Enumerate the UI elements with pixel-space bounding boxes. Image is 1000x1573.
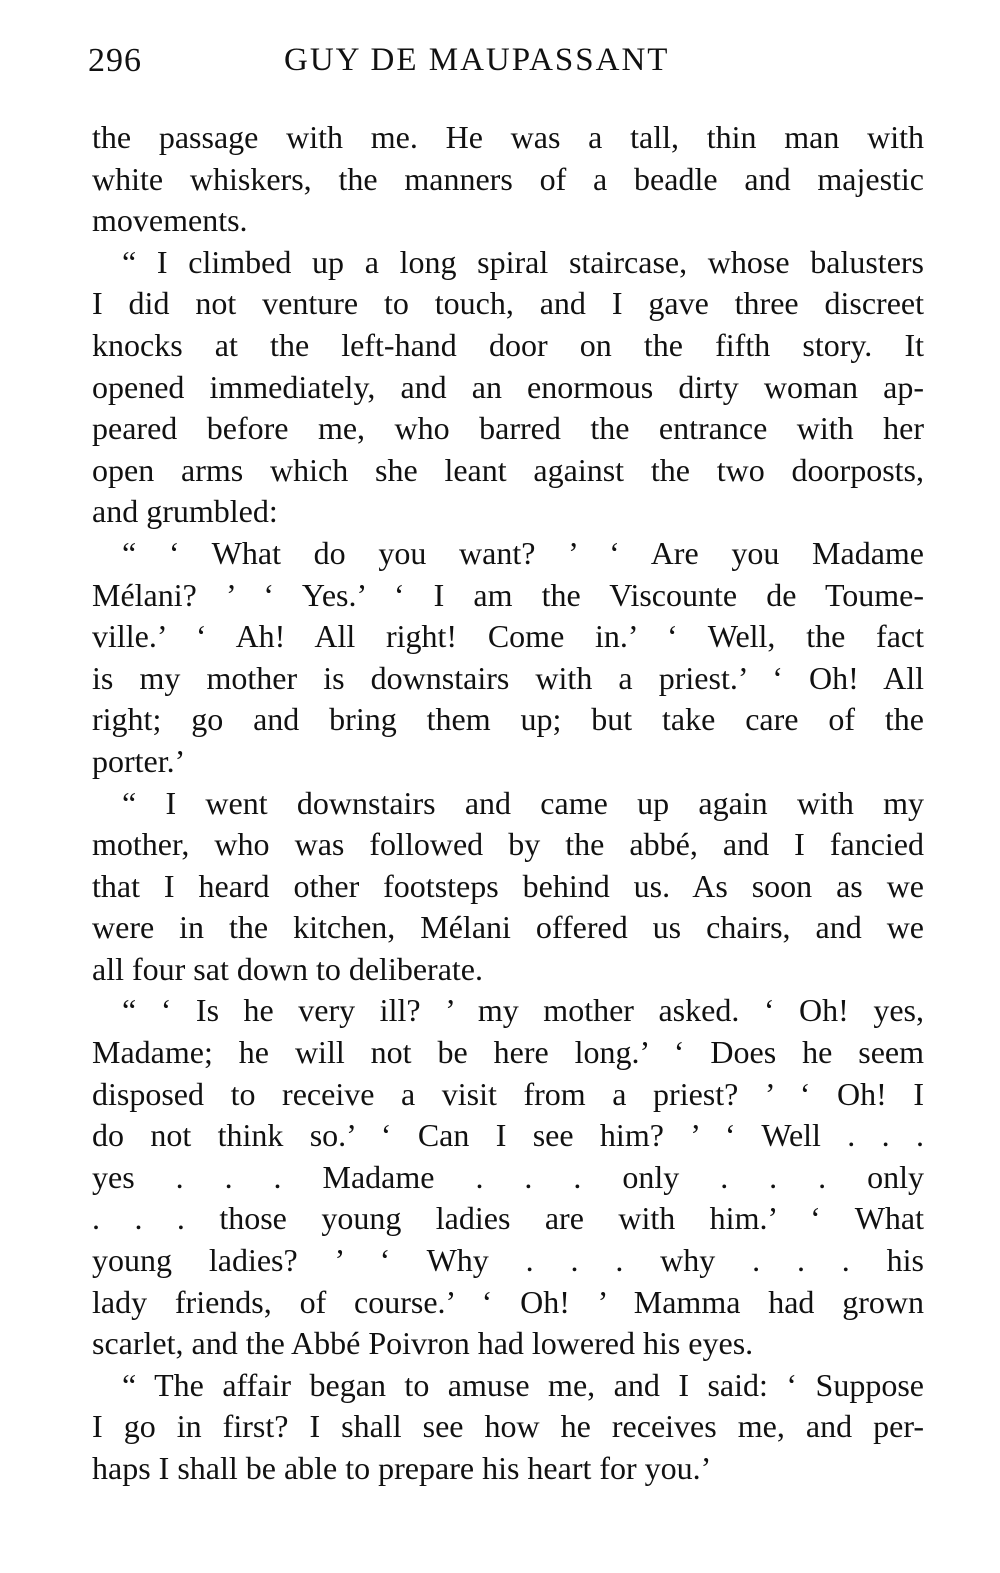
text-line: knocks at the left-hand door on the fifth story. It: [92, 326, 924, 363]
text-line: all four sat down to deliberate.: [92, 950, 483, 987]
text-line: I did not venture to touch, and I gave three discreet: [92, 285, 924, 322]
page-header: [88, 42, 928, 92]
text-line: yes . . . Madame . . . only . . . only: [92, 1158, 924, 1195]
text-line: “ I went downstairs and came up again with my: [122, 784, 924, 821]
text-line: young ladies? ’ ‘ Why . . . why . . . his: [92, 1242, 924, 1279]
text-line: Madame; he will not be here long.’ ‘ Does he seem: [92, 1034, 924, 1071]
text-line: that I heard other footsteps behind us. As soon as we: [92, 867, 924, 904]
text-line: peared before me, who barred the entrance with her: [92, 410, 924, 447]
text-line: movements.: [92, 202, 248, 239]
text-line: right; go and bring them up; but take care of the: [92, 701, 924, 738]
body-text: [92, 117, 924, 1490]
text-line: scarlet, and the Abbé Poivron had lowered his eyes.: [92, 1325, 754, 1362]
text-line: “ I climbed up a long spiral staircase, whose balusters: [122, 243, 924, 280]
text-line: porter.’: [92, 742, 186, 779]
text-line: disposed to receive a visit from a priest? ’ ‘ Oh! I: [92, 1075, 924, 1112]
page-number: 296: [88, 42, 142, 79]
text-line: mother, who was followed by the abbé, and I fancied: [92, 826, 924, 863]
text-line: do not think so.’ ‘ Can I see him? ’ ‘ Well . . .: [92, 1117, 924, 1154]
text-line: ville.’ ‘ Ah! All right! Come in.’ ‘ Well, the fact: [92, 618, 924, 655]
text-line: and grumbled:: [92, 493, 278, 530]
text-line: were in the kitchen, Mélani offered us chairs, and we: [92, 909, 924, 946]
text-line: “ ‘ Is he very ill? ’ my mother asked. ‘ Oh! yes,: [122, 992, 924, 1029]
text-line: “ The affair began to amuse me, and I said: ‘ Suppose: [122, 1366, 924, 1403]
text-line: white whiskers, the manners of a beadle and majestic: [92, 160, 924, 197]
text-line: the passage with me. He was a tall, thin man with: [92, 119, 924, 155]
text-line: haps I shall be able to prepare his heart for you.’: [92, 1450, 712, 1486]
text-line: I go in first? I shall see how he receives me, and per-: [92, 1408, 924, 1445]
text-line: is my mother is downstairs with a priest.’ ‘ Oh! All: [92, 659, 924, 696]
text-line: “ ‘ What do you want? ’ ‘ Are you Madame: [122, 534, 924, 571]
text-line: . . . those young ladies are with him.’ ‘ What: [92, 1200, 924, 1237]
text-line: opened immediately, and an enormous dirty woman ap-: [92, 368, 924, 405]
running-head: GUY DE MAUPASSANT: [284, 42, 670, 78]
text-line: lady friends, of course.’ ‘ Oh! ’ Mamma had grown: [92, 1283, 924, 1320]
text-line: open arms which she leant against the two doorposts,: [92, 451, 924, 488]
text-line: Mélani? ’ ‘ Yes.’ ‘ I am the Viscounte de Toume-: [92, 576, 924, 613]
